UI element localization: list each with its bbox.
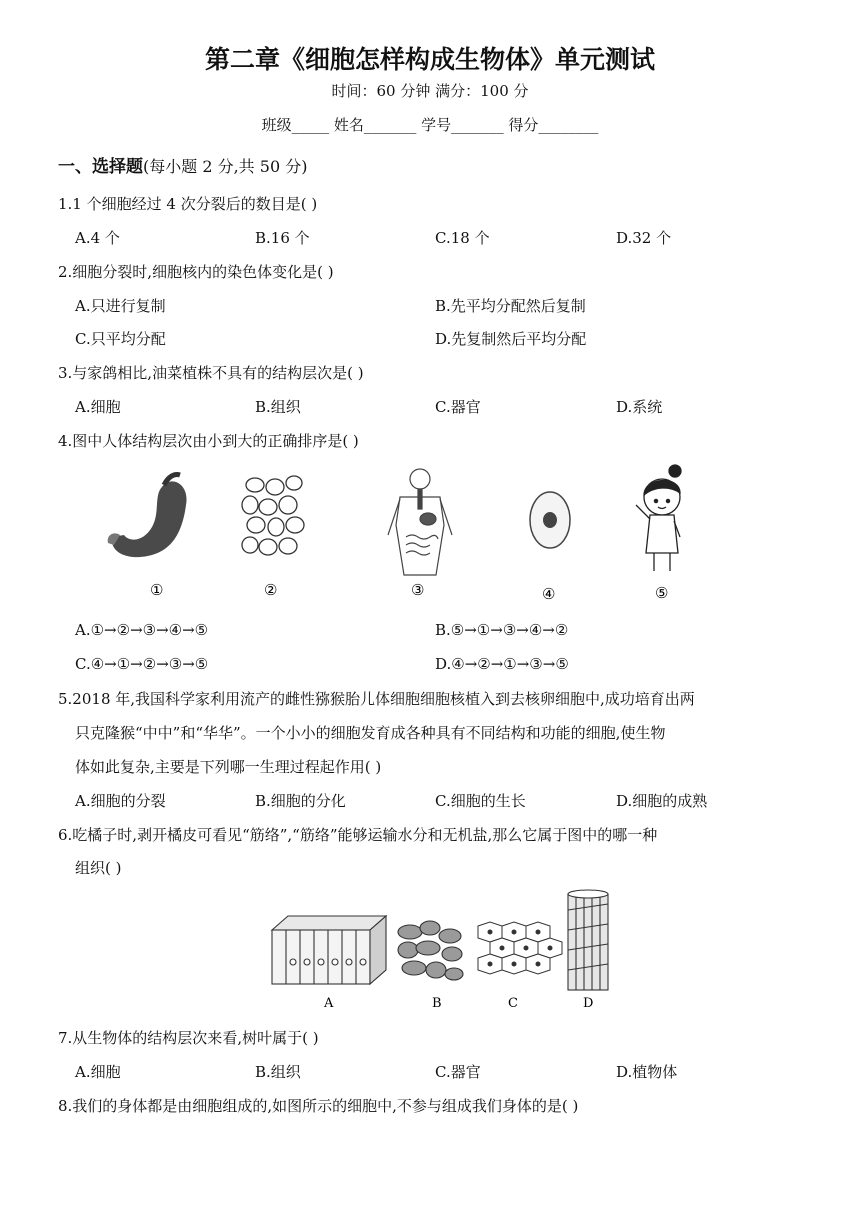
section-note: (每小题 2 分,共 50 分)	[143, 157, 308, 176]
question-6-stem-line-2: 组织( )	[75, 859, 122, 877]
q1-option-c: C.18 个	[435, 229, 490, 247]
q7-option-d: D.植物体	[616, 1063, 678, 1081]
q1-option-b: B.16 个	[255, 229, 310, 247]
q4-option-c: C.④→①→②→③→⑤	[75, 655, 209, 673]
q2-option-d: D.先复制然后平均分配	[435, 330, 587, 348]
q6-fig-label-a: A	[324, 996, 334, 1011]
q2-option-b: B.先平均分配然后复制	[435, 297, 586, 315]
conducting-tissue-image	[568, 890, 608, 990]
q5-option-a: A.细胞的分裂	[75, 792, 166, 810]
q2-option-a: A.只进行复制	[75, 297, 166, 315]
q4-fig-label-3: ③	[411, 581, 425, 599]
cell-image	[530, 492, 570, 548]
page-title: 第二章《细胞怎样构成生物体》单元测试	[204, 45, 655, 74]
question-1-stem: 1.1 个细胞经过 4 次分裂后的数目是( )	[58, 195, 318, 213]
q6-fig-label-c: C	[508, 996, 518, 1011]
q3-option-a: A.细胞	[75, 398, 121, 416]
question-5-stem-line-1: 5.2018 年,我国科学家利用流产的雌性猕猴胎儿体细胞细胞核植入到去核卵细胞中,成功培育出两	[58, 690, 695, 708]
muscle-tissue-image	[398, 921, 463, 980]
q7-option-a: A.细胞	[75, 1063, 121, 1081]
q5-option-b: B.细胞的分化	[255, 792, 346, 810]
q6-figure	[268, 890, 618, 1012]
question-8-stem: 8.我们的身体都是由细胞组成的,如图所示的细胞中,不参与组成我们身体的是( )	[58, 1097, 579, 1115]
q7-option-c: C.器官	[435, 1063, 481, 1081]
q1-option-a: A.4 个	[75, 229, 120, 247]
exam-meta: 时间：60 分钟 满分：100 分	[331, 82, 529, 100]
q4-fig-label-2: ②	[264, 581, 278, 599]
section-heading	[58, 152, 307, 177]
organ-system-image	[388, 469, 452, 575]
q6-fig-label-b: B	[432, 996, 442, 1011]
q5-option-c: C.细胞的生长	[435, 792, 526, 810]
q4-figure	[100, 465, 720, 610]
q7-option-b: B.组织	[255, 1063, 301, 1081]
parenchyma-tissue-image	[478, 922, 562, 974]
girl-image	[636, 465, 681, 571]
section-title: 一、选择题	[58, 157, 143, 177]
q4-option-d: D.④→②→①→③→⑤	[435, 655, 569, 673]
question-2-stem: 2.细胞分裂时,细胞核内的染色体变化是( )	[58, 263, 334, 281]
q3-option-c: C.器官	[435, 398, 481, 416]
q4-option-a: A.①→②→③→④→⑤	[75, 621, 209, 639]
q1-option-d: D.32 个	[616, 229, 672, 247]
stomach-image	[108, 474, 187, 557]
q2-option-c: C.只平均分配	[75, 330, 166, 348]
q4-fig-label-4: ④	[542, 585, 556, 603]
q3-option-b: B.组织	[255, 398, 301, 416]
q4-option-b: B.⑤→①→③→④→②	[435, 621, 569, 639]
student-info-line: 班级_____ 姓名_______ 学号_______ 得分________	[261, 116, 599, 134]
question-4-stem: 4.图中人体结构层次由小到大的正确排序是( )	[58, 432, 359, 450]
q5-option-d: D.细胞的成熟	[616, 792, 708, 810]
q4-fig-label-1: ①	[150, 581, 164, 599]
question-7-stem: 7.从生物体的结构层次来看,树叶属于( )	[58, 1029, 319, 1047]
question-3-stem: 3.与家鸽相比,油菜植株不具有的结构层次是( )	[58, 364, 364, 382]
q6-fig-label-d: D	[583, 996, 594, 1011]
tissue-image	[242, 476, 304, 555]
question-5-stem-line-2: 只克隆猴“中中”和“华华”。一个小小的细胞发育成各种具有不同结构和功能的细胞,使生物	[75, 724, 666, 742]
q4-fig-label-5: ⑤	[655, 584, 669, 602]
question-6-stem-line-1: 6.吃橘子时,剥开橘皮可看见“筋络”,“筋络”能够运输水分和无机盐,那么它属于图中的哪一种	[58, 826, 658, 844]
question-5-stem-line-3: 体如此复杂,主要是下列哪一生理过程起作用( )	[75, 758, 382, 776]
epithelial-tissue-image	[272, 916, 386, 984]
q3-option-d: D.系统	[616, 398, 663, 416]
